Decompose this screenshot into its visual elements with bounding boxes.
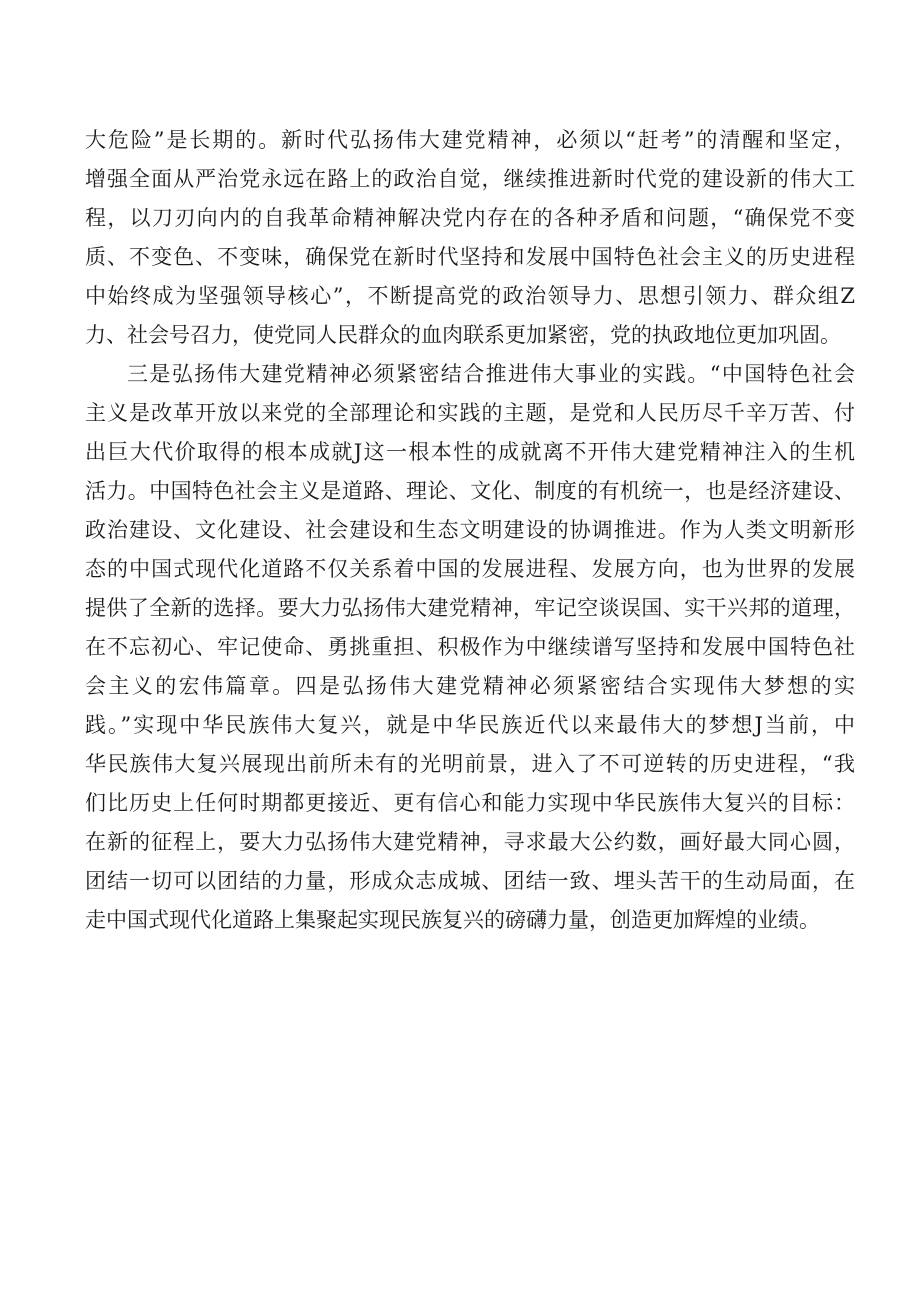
- paragraph-line: 提供了全新的选择。要大力弘扬伟大建党精神，牢记空谈误国、实干兴邦的道理，: [85, 596, 855, 620]
- paragraph-line: 中始终成为坚强领导核心”，不断提高党的政治领导力、思想引领力、群众组Z: [85, 284, 855, 308]
- paragraph-line: 增强全面从严治党永远在路上的政治自觉，继续推进新时代党的建设新的伟大工: [85, 167, 855, 191]
- paragraph-1: [85, 121, 855, 355]
- paragraph-line: 大危险”是长期的。新时代弘扬伟大建党精神，必须以“赶考”的清醒和坚定，: [85, 128, 855, 152]
- paragraph-line: 主义是改革开放以来党的全部理论和实践的主题，是党和人民历尽千辛万苦、付: [85, 401, 855, 425]
- paragraph-line: 程，以刀刃向内的自我革命精神解决党内存在的各种矛盾和问题，“确保党不变: [85, 206, 855, 230]
- paragraph-line: 态的中国式现代化道路不仅关系着中国的发展进程、发展方向，也为世界的发展: [85, 557, 855, 581]
- paragraph-line: 出巨大代价取得的根本成就J这一根本性的成就离不开伟大建党精神注入的生机: [85, 440, 855, 464]
- paragraph-line: 三是弘扬伟大建党精神必须紧密结合推进伟大事业的实践。“中国特色社会: [127, 362, 855, 386]
- paragraph-line: 质、不变色、不变味，确保党在新时代坚持和发展中国特色社会主义的历史进程: [85, 245, 855, 269]
- body-text: [85, 121, 855, 940]
- paragraph-line: 政治建设、文化建设、社会建设和生态文明建设的协调推进。作为人类文明新形: [85, 518, 855, 542]
- paragraph-line: 会主义的宏伟篇章。四是弘扬伟大建党精神必须紧密结合实现伟大梦想的实: [85, 674, 855, 698]
- paragraph-line: 活力。中国特色社会主义是道路、理论、文化、制度的有机统一，也是经济建设、: [85, 479, 855, 503]
- paragraph-line: 践。”实现中华民族伟大复兴，就是中华民族近代以来最伟大的梦想J当前，中: [85, 713, 855, 737]
- paragraph-line: 们比历史上任何时期都更接近、更有信心和能力实现中华民族伟大复兴的目标：: [85, 791, 855, 815]
- paragraph-2: [85, 355, 855, 940]
- paragraph-line: 在不忘初心、牢记使命、勇挑重担、积极作为中继续谱写坚持和发展中国特色社: [85, 635, 855, 659]
- paragraph-line: 华民族伟大复兴展现出前所未有的光明前景，进入了不可逆转的历史进程，“我: [85, 752, 855, 776]
- paragraph-line: 在新的征程上，要大力弘扬伟大建党精神，寻求最大公约数，画好最大同心圆，: [85, 830, 855, 854]
- paragraph-line: 力、社会号召力，使党同人民群众的血肉联系更加紧密，党的执政地位更加巩固。: [85, 323, 841, 347]
- paragraph-line: 团结一切可以团结的力量，形成众志成城、团结一致、埋头苦干的生动局面，在: [85, 869, 855, 893]
- paragraph-line: 走中国式现代化道路上集聚起实现民族复兴的磅礴力量，创造更加辉煌的业绩。: [85, 908, 820, 932]
